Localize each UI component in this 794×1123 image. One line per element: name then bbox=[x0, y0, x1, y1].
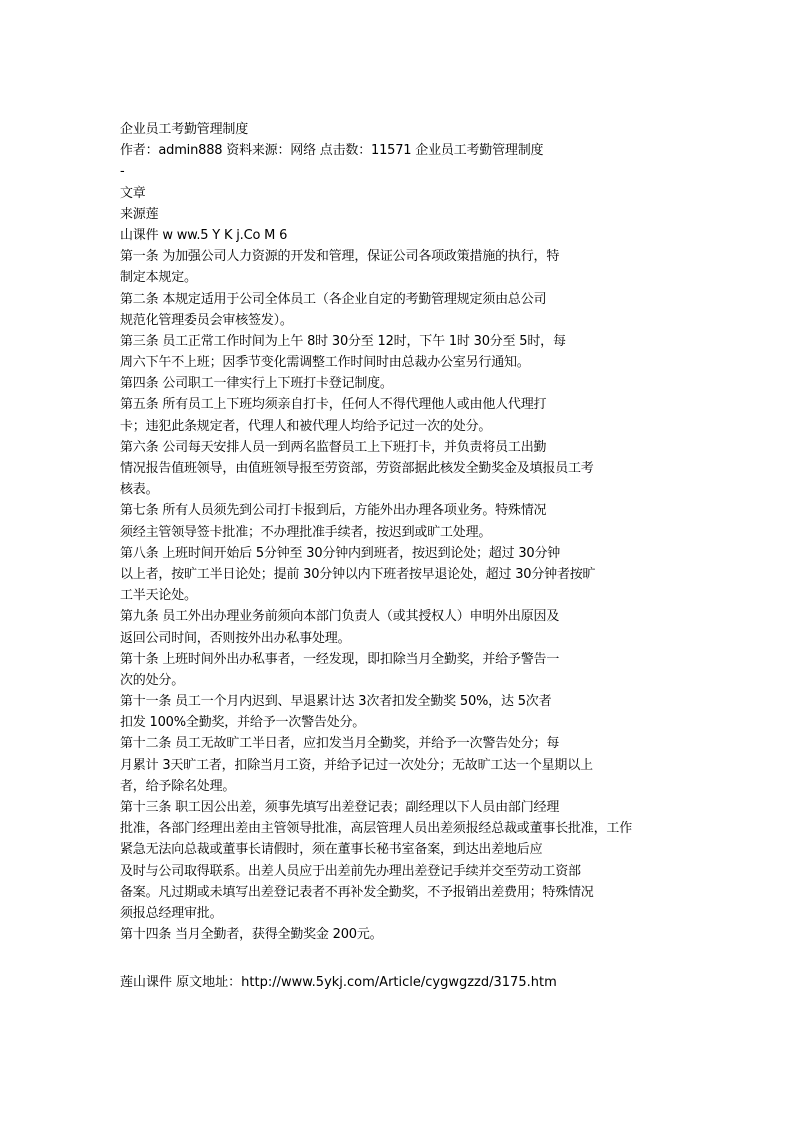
text-line: 第十四条 当月全勤者，获得全勤奖金 200元。 bbox=[120, 927, 383, 943]
text-line: 次的处分。 bbox=[120, 672, 185, 688]
source-footer: 莲山课件 原文地址：http://www.5ykj.com/Article/cygwgzzd/3175.htm bbox=[120, 975, 557, 990]
text-line: 批准，各部门经理出差由主管领导批准，高层管理人员出差须报经总裁或董事长批准，工作 bbox=[120, 821, 633, 837]
text-line: 第二条 本规定适用于公司全体员工（各企业自定的考勤管理规定须由总公司 bbox=[120, 291, 547, 307]
text-line: 第八条 上班时间开始后 5分钟至 30分钟内到班者，按迟到论处；超过 30分钟 bbox=[120, 545, 561, 561]
text-line: 第四条 公司职工一律实行上下班打卡登记制度。 bbox=[120, 376, 393, 392]
text-line: 备案。凡过期或未填写出差登记表者不再补发全勤奖，不予报销出差费用；特殊情况 bbox=[120, 884, 594, 900]
text-line: 返回公司时间，否则按外出办私事处理。 bbox=[120, 630, 351, 646]
text-line: 来源莲 bbox=[120, 206, 159, 222]
text-line: 第十一条 员工一个月内迟到、早退累计达 3次者扣发全勤奖 50%，达 5次者 bbox=[120, 694, 552, 710]
text-line: 周六下午不上班；因季节变化需调整工作时间时由总裁办公室另行通知。 bbox=[120, 355, 530, 371]
text-line: 第九条 员工外出办理业务前须向本部门负责人（或其授权人）申明外出原因及 bbox=[120, 609, 560, 625]
text-line: 须经主管领导签卡批准；不办理批准手续者，按迟到或旷工处理。 bbox=[120, 524, 492, 540]
text-line: 须报总经理审批。 bbox=[120, 905, 223, 921]
text-line: 紧急无法向总裁或董事长请假时，须在董事长秘书室备案，到达出差地后应 bbox=[120, 842, 543, 858]
document-body bbox=[120, 119, 720, 945]
text-line: 规范化管理委员会审核签发）。 bbox=[120, 312, 293, 328]
text-line: 第三条 员工正常工作时间为上午 8时 30分至 12时，下午 1时 30分至 5时，每 bbox=[120, 333, 566, 349]
text-line: 以上者，按旷工半日论处；提前 30分钟以内下班者按早退论处，超过 30分钟者按旷 bbox=[120, 566, 596, 582]
text-line: 者，给予除名处理。 bbox=[120, 778, 236, 794]
text-line: 第十三条 职工因公出差，须事先填写出差登记表；副经理以下人员由部门经理 bbox=[120, 800, 560, 815]
text-line: 第十条 上班时间外出办私事者，一经发现，即扣除当月全勤奖，并给予警告一 bbox=[120, 651, 560, 667]
text-line: 第七条 所有人员须先到公司打卡报到后，方能外出办理各项业务。特殊情况 bbox=[120, 503, 547, 519]
text-line: 制定本规定。 bbox=[120, 270, 197, 286]
text-line: 企业员工考勤管理制度 bbox=[120, 122, 249, 137]
text-line: 卡；违犯此条规定者，代理人和被代理人均给予记过一次的处分。 bbox=[120, 418, 492, 434]
text-line: 情况报告值班领导，由值班领导报至劳资部，劳资部据此核发全勤奖金及填报员工考 bbox=[120, 461, 594, 476]
text-line: 文章 bbox=[120, 185, 146, 201]
text-line: 第六条 公司每天安排人员一到两名监督员工上下班打卡，并负责将员工出勤 bbox=[120, 439, 547, 455]
text-line: 及时与公司取得联系。出差人员应于出差前先办理出差登记手续并交至劳动工资部 bbox=[120, 863, 581, 879]
text-line: 第十二条 员工无故旷工半日者，应扣发当月全勤奖，并给予一次警告处分；每 bbox=[120, 736, 560, 752]
text-line: 工半天论处。 bbox=[120, 588, 197, 604]
text-line: 月累计 3天旷工者，扣除当月工资，并给予记过一次处分；无故旷工达一个星期以上 bbox=[120, 757, 593, 773]
text-line: 山课件 w ww.5 Y K j.Co M 6 bbox=[120, 227, 288, 243]
text-line: 第五条 所有员工上下班均须亲自打卡，任何人不得代理他人或由他人代理打 bbox=[120, 397, 547, 413]
text-line: 第一条 为加强公司人力资源的开发和管理，保证公司各项政策措施的执行，特 bbox=[120, 249, 560, 265]
text-line: 作者：admin888 资料来源：网络 点击数：11571 企业员工考勤管理制度 bbox=[120, 143, 544, 159]
text-line: - bbox=[120, 164, 125, 180]
text-line: 核表。 bbox=[120, 482, 159, 498]
text-line: 扣发 100%全勤奖，并给予一次警告处分。 bbox=[120, 715, 366, 731]
